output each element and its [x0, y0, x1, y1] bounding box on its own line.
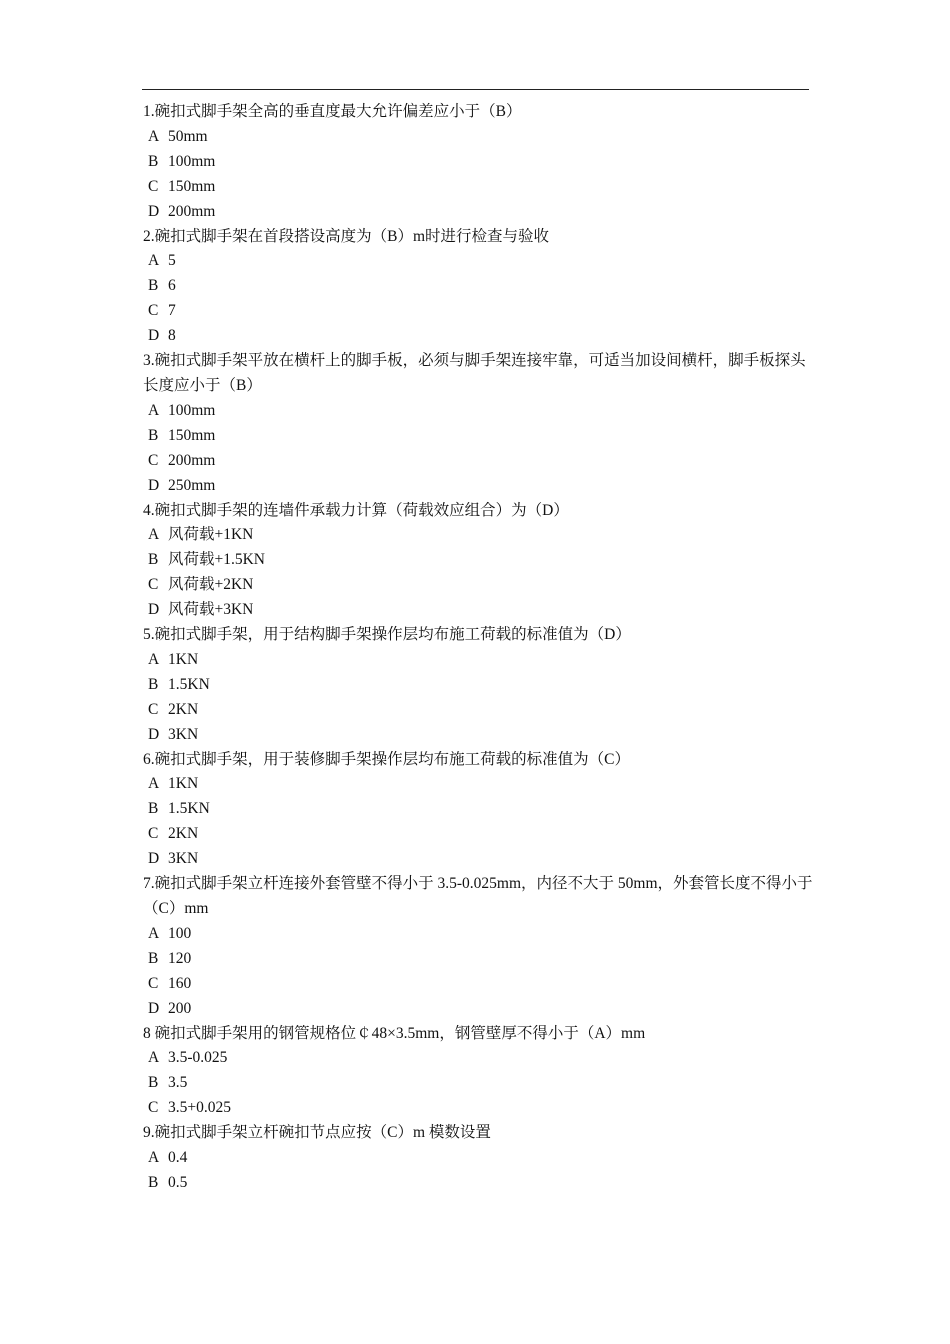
answer-option — [143, 598, 815, 623]
option-text: 200mm — [168, 451, 216, 469]
option-text: 150mm — [168, 426, 216, 444]
header-rule — [142, 89, 809, 90]
option-letter: A — [148, 127, 160, 145]
question-text: 8 碗扣式脚手架用的钢管规格位￠48×3.5mm，钢管壁厚不得小于（A）mm — [143, 1024, 646, 1042]
option-text: 100 — [168, 924, 192, 942]
answer-option — [143, 125, 815, 150]
option-text: 1.5KN — [168, 675, 210, 693]
option-letter: C — [148, 825, 159, 843]
option-letter: C — [148, 177, 159, 195]
option-letter: B — [148, 551, 159, 569]
option-letter: A — [148, 924, 160, 942]
answer-option — [143, 1146, 815, 1171]
answer-option — [143, 723, 815, 748]
answer-option — [143, 150, 815, 175]
option-letter: B — [148, 1074, 159, 1092]
option-text: 0.4 — [168, 1149, 188, 1167]
option-letter: B — [148, 426, 159, 444]
option-text: 3KN — [168, 725, 199, 743]
option-letter: D — [148, 476, 160, 494]
question-text: 4.碗扣式脚手架的连墙件承载力计算（荷载效应组合）为（D） — [143, 501, 569, 519]
answer-option — [143, 1071, 815, 1096]
answer-option — [143, 822, 815, 847]
answer-option — [143, 523, 815, 548]
option-letter: C — [148, 302, 159, 320]
option-text: 1.5KN — [168, 800, 210, 818]
option-letter: A — [148, 252, 160, 270]
option-letter: D — [148, 999, 160, 1017]
option-letter: C — [148, 1099, 159, 1117]
answer-option — [143, 772, 815, 797]
option-letter: C — [148, 700, 159, 718]
option-text: 100mm — [168, 152, 216, 170]
option-letter: A — [148, 775, 160, 793]
option-text: 3KN — [168, 850, 199, 868]
option-letter: C — [148, 576, 159, 594]
answer-option — [143, 947, 815, 972]
answer-option — [143, 922, 815, 947]
answer-option — [143, 200, 815, 225]
answer-option — [143, 424, 815, 449]
option-text: 120 — [168, 949, 192, 967]
option-letter: D — [148, 327, 160, 345]
answer-option — [143, 648, 815, 673]
option-letter: A — [148, 526, 160, 544]
answer-option — [143, 474, 815, 499]
option-text: 200mm — [168, 202, 216, 220]
question-text: 2.碗扣式脚手架在首段搭设高度为（B）m时进行检查与验收 — [143, 227, 550, 245]
option-letter: D — [148, 601, 160, 619]
option-letter: B — [148, 675, 159, 693]
option-text: 150mm — [168, 177, 216, 195]
option-letter: B — [148, 800, 159, 818]
answer-option — [143, 698, 815, 723]
option-letter: A — [148, 1149, 160, 1167]
question-text: 1.碗扣式脚手架全高的垂直度最大允许偏差应小于（B） — [143, 103, 522, 120]
option-text: 8 — [168, 327, 176, 345]
answer-option — [143, 249, 815, 274]
answer-option — [143, 673, 815, 698]
option-text: 2KN — [168, 825, 199, 843]
option-letter: B — [148, 949, 159, 967]
answer-option — [143, 972, 815, 997]
option-letter: A — [148, 401, 160, 419]
answer-option — [143, 1046, 815, 1071]
option-text: 1KN — [168, 650, 199, 668]
answer-option — [143, 1096, 815, 1121]
option-letter: B — [148, 277, 159, 295]
option-letter: A — [148, 650, 160, 668]
option-text: 6 — [168, 277, 176, 295]
answer-option — [143, 324, 815, 349]
question-text: 6.碗扣式脚手架，用于装修脚手架操作层均布施工荷载的标准值为（C） — [143, 750, 630, 768]
question-list — [143, 100, 815, 1196]
option-text: 50mm — [168, 127, 208, 145]
answer-option — [143, 274, 815, 299]
option-text: 5 — [168, 252, 176, 270]
answer-option — [143, 573, 815, 598]
answer-option — [143, 175, 815, 200]
answer-option — [143, 1171, 815, 1196]
option-text: 7 — [168, 302, 176, 320]
option-letter: B — [148, 1173, 159, 1191]
option-text: 3.5+0.025 — [168, 1099, 231, 1117]
question-text: 7.碗扣式脚手架立杆连接外套管壁不得小于 3.5-0.025mm，内径不大于 50mm，外套管长度不得小于（C）mm — [143, 875, 813, 917]
option-letter: D — [148, 202, 160, 220]
option-letter: D — [148, 850, 160, 868]
answer-option — [143, 847, 815, 872]
answer-option — [143, 997, 815, 1022]
option-letter: C — [148, 451, 159, 469]
option-letter: B — [148, 152, 159, 170]
option-text: 3.5-0.025 — [168, 1049, 228, 1067]
question-text: 9.碗扣式脚手架立杆碗扣节点应按（C）m 模数设置 — [143, 1124, 491, 1142]
option-text: 1KN — [168, 775, 199, 793]
option-letter: A — [148, 1049, 160, 1067]
option-text: 250mm — [168, 476, 216, 494]
option-letter: C — [148, 974, 159, 992]
option-text: 风荷载+1KN — [168, 526, 254, 544]
answer-option — [143, 299, 815, 324]
option-text: 风荷载+1.5KN — [168, 551, 266, 569]
option-text: 2KN — [168, 700, 199, 718]
option-text: 200 — [168, 999, 192, 1017]
answer-option — [143, 399, 815, 424]
option-letter: D — [148, 725, 160, 743]
option-text: 0.5 — [168, 1173, 188, 1191]
answer-option — [143, 449, 815, 474]
option-text: 100mm — [168, 401, 216, 419]
question-text: 5.碗扣式脚手架，用于结构脚手架操作层均布施工荷载的标准值为（D） — [143, 626, 631, 644]
answer-option — [143, 797, 815, 822]
option-text: 风荷载+2KN — [168, 576, 254, 594]
option-text: 160 — [168, 974, 192, 992]
option-text: 风荷载+3KN — [168, 601, 254, 619]
option-text: 3.5 — [168, 1074, 188, 1092]
question-text: 3.碗扣式脚手架平放在横杆上的脚手板，必须与脚手架连接牢靠，可适当加设间横杆，脚手板探头长度应小于（B） — [143, 352, 806, 394]
answer-option — [143, 548, 815, 573]
